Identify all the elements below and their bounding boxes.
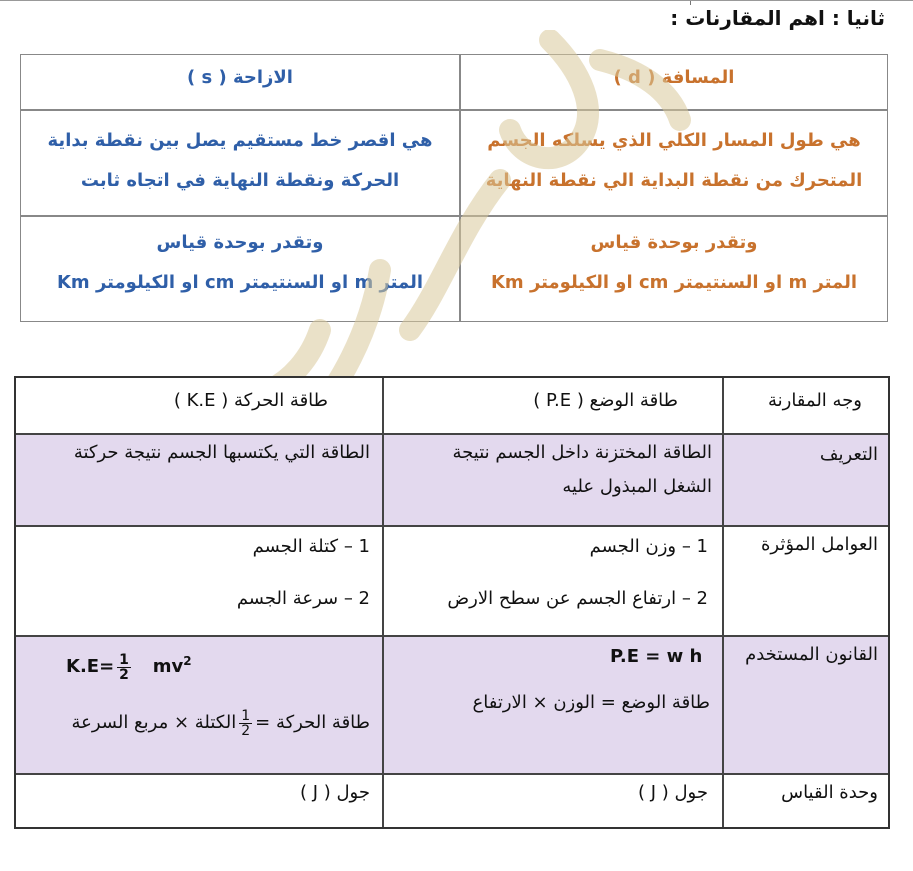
pe-definition-line2: الشغل المبذول عليه (562, 476, 712, 497)
pe-unit: جول ( J ) (637, 782, 708, 803)
ke-header: طاقة الحركة ( K.E ) (173, 390, 328, 411)
pe-formula: P.E = w h (610, 646, 703, 667)
displacement-unit: وتقدر بوحدة قياس المتر m او السنتيمتر cm او الكيلومتر Km (56, 232, 424, 293)
ke-factor-1: 1 – كتلة الجسم (252, 536, 370, 557)
table-row-unit (16, 774, 888, 831)
ke-factor-2: 2 – سرعة الجسم (236, 588, 370, 609)
table-row-header (16, 378, 888, 433)
factors-label: العوامل المؤثرة (760, 534, 878, 555)
pe-factor-1: 1 – وزن الجسم (589, 536, 708, 557)
distance-displacement-table (20, 54, 888, 322)
table-row-factors (16, 526, 888, 635)
unit-label: وحدة القياس (781, 782, 878, 803)
pe-definition-line1: الطاقة المختزنة داخل الجسم نتيجة (452, 442, 712, 463)
pe-formula-words: طاقة الوضع = الوزن × الارتفاع (472, 692, 710, 713)
displacement-header: الازاحة ( s ) (187, 67, 293, 88)
distance-header-cell (461, 55, 887, 109)
distance-definition: هي طول المسار الكلي الذي يسلكه الجسم المتحرك من نقطة البداية الي نقطة النهاية (485, 130, 863, 191)
law-label: القانون المستخدم (745, 644, 878, 665)
ke-definition: الطاقة التي يكتسبها الجسم نتيجة حركتة (73, 442, 370, 463)
aspect-header: وجه المقارنة (767, 390, 862, 411)
ke-unit: جول ( J ) (299, 782, 370, 803)
top-page-edge (0, 0, 913, 5)
section-heading: ثانيا : اهم المقارنات : (670, 6, 885, 30)
ke-formula: K.E= $\frac{1}{2}$ $mv^2$ (66, 651, 192, 683)
displacement-definition: هي اقصر خط مستقيم يصل بين نقطة بداية الحركة ونقطة النهاية في اتجاه ثابت (47, 130, 433, 191)
displacement-header-cell (21, 55, 459, 109)
energy-comparison-table (14, 376, 890, 829)
distance-unit: وتقدر بوحدة قياس المتر m او السنتيمتر cm او الكيلومتر Km (490, 232, 858, 293)
distance-header: المسافة ( d ) (613, 67, 735, 88)
pe-header: طاقة الوضع ( P.E ) (533, 390, 678, 411)
ke-formula-words: طاقة الحركة = $\frac{1}{2}$ الكتلة × مربع السرعة (71, 707, 370, 739)
pe-factor-2: 2 – ارتفاع الجسم عن سطح الارض (447, 588, 708, 609)
definition-label: التعريف (819, 444, 878, 465)
